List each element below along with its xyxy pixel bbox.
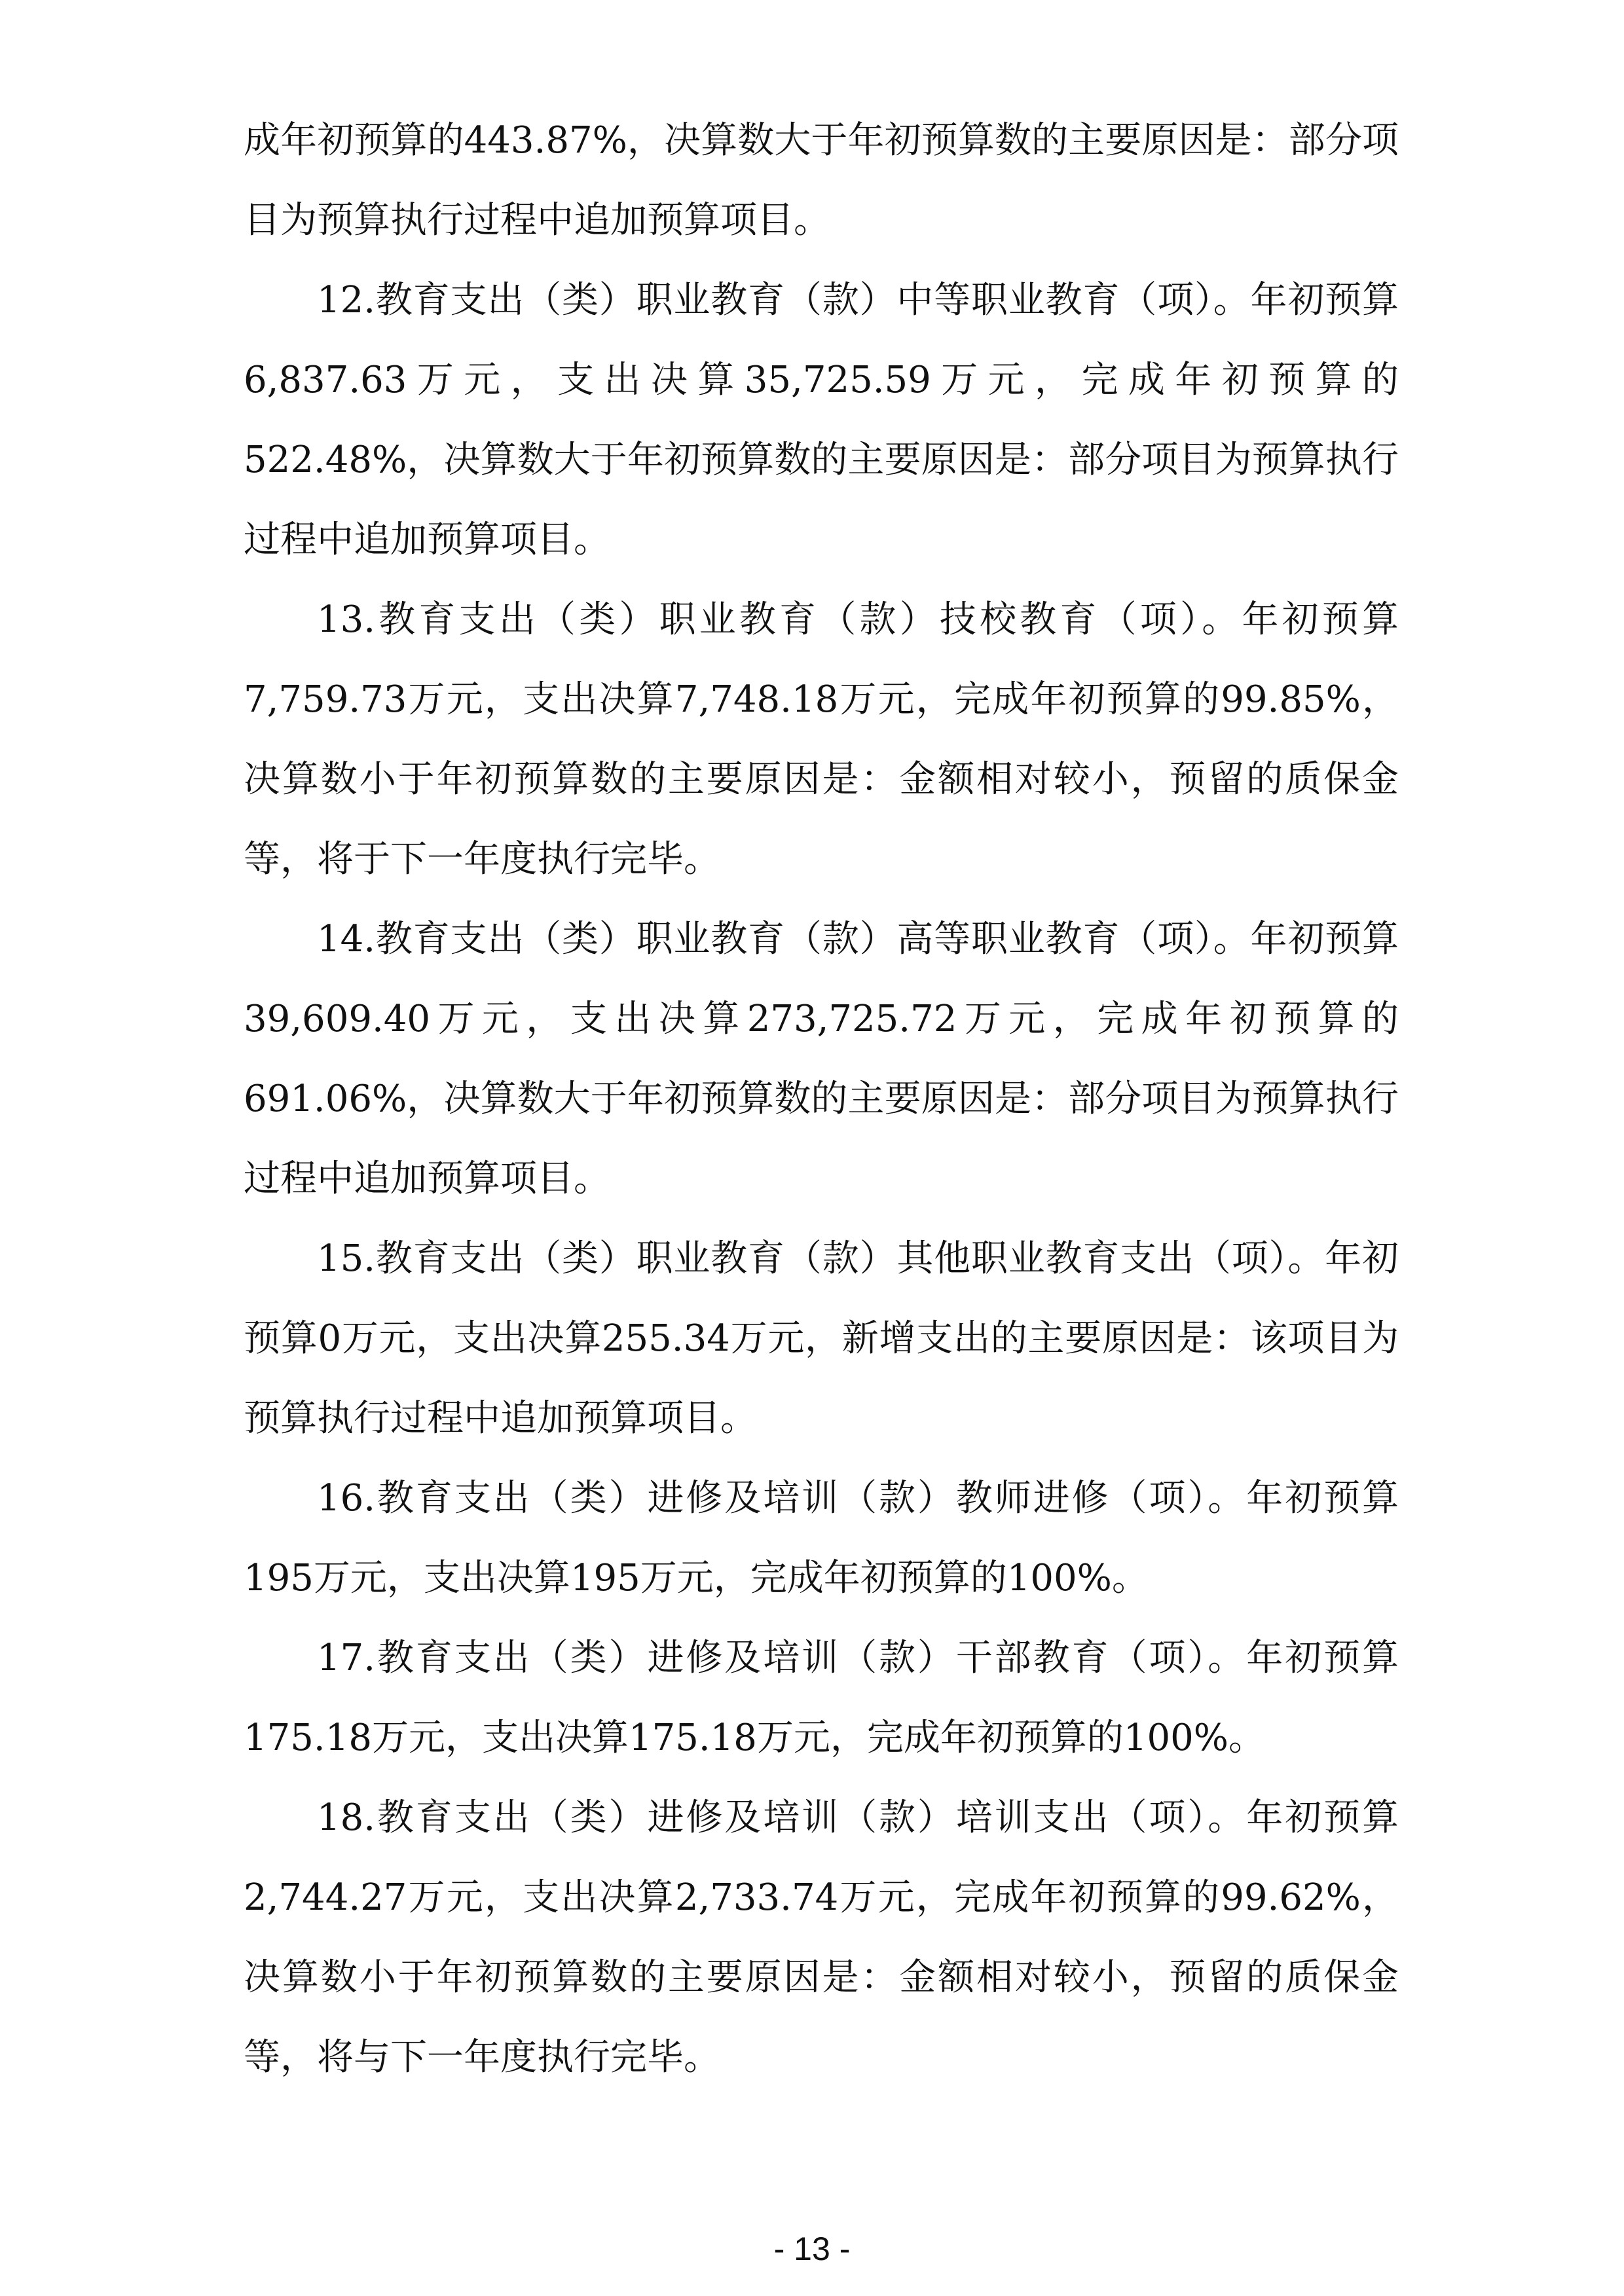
paragraph-item-16: 16.教育支出（类）进修及培训（款）教师进修（项）。年初预算195万元，支出决算195万元，完成年初预算的100%。 — [244, 1477, 1399, 1599]
paragraph-continuation: 成年初预算的443.87%，决算数大于年初预算数的主要原因是：部分项目为预算执行过程中追加预算项目。 — [244, 119, 1399, 242]
paragraph-item-14: 14.教育支出（类）职业教育（款）高等职业教育（项）。年初预算39,609.40万元，支出决算273,725.72万元，完成年初预算的691.06%，决算数大于年初预算数的主要原因是：部分项目为预算执行过程中追加预算项目。 — [244, 918, 1399, 1200]
page-number: - 13 - — [773, 2231, 851, 2267]
document-body — [244, 101, 1399, 2098]
paragraph-item-13: 13.教育支出（类）职业教育（款）技校教育（项）。年初预算7,759.73万元，支出决算7,748.18万元，完成年初预算的99.85%，决算数小于年初预算数的主要原因是：金额相对较小，预留的质保金等，将于下一年度执行完毕。 — [244, 598, 1399, 881]
paragraph-item-12: 12.教育支出（类）职业教育（款）中等职业教育（项）。年初预算6,837.63万元，支出决算35,725.59万元，完成年初预算的522.48%，决算数大于年初预算数的主要原因是：部分项目为预算执行过程中追加预算项目。 — [244, 279, 1399, 561]
paragraph-item-18: 18.教育支出（类）进修及培训（款）培训支出（项）。年初预算2,744.27万元，支出决算2,733.74万元，完成年初预算的99.62%，决算数小于年初预算数的主要原因是：金额相对较小，预留的质保金等，将与下一年度执行完毕。 — [244, 1796, 1399, 2079]
paragraph-item-17: 17.教育支出（类）进修及培训（款）干部教育（项）。年初预算175.18万元，支出决算175.18万元，完成年初预算的100%。 — [244, 1637, 1399, 1759]
paragraph-item-15: 15.教育支出（类）职业教育（款）其他职业教育支出（项）。年初预算0万元，支出决算255.34万元，新增支出的主要原因是：该项目为预算执行过程中追加预算项目。 — [244, 1237, 1399, 1440]
